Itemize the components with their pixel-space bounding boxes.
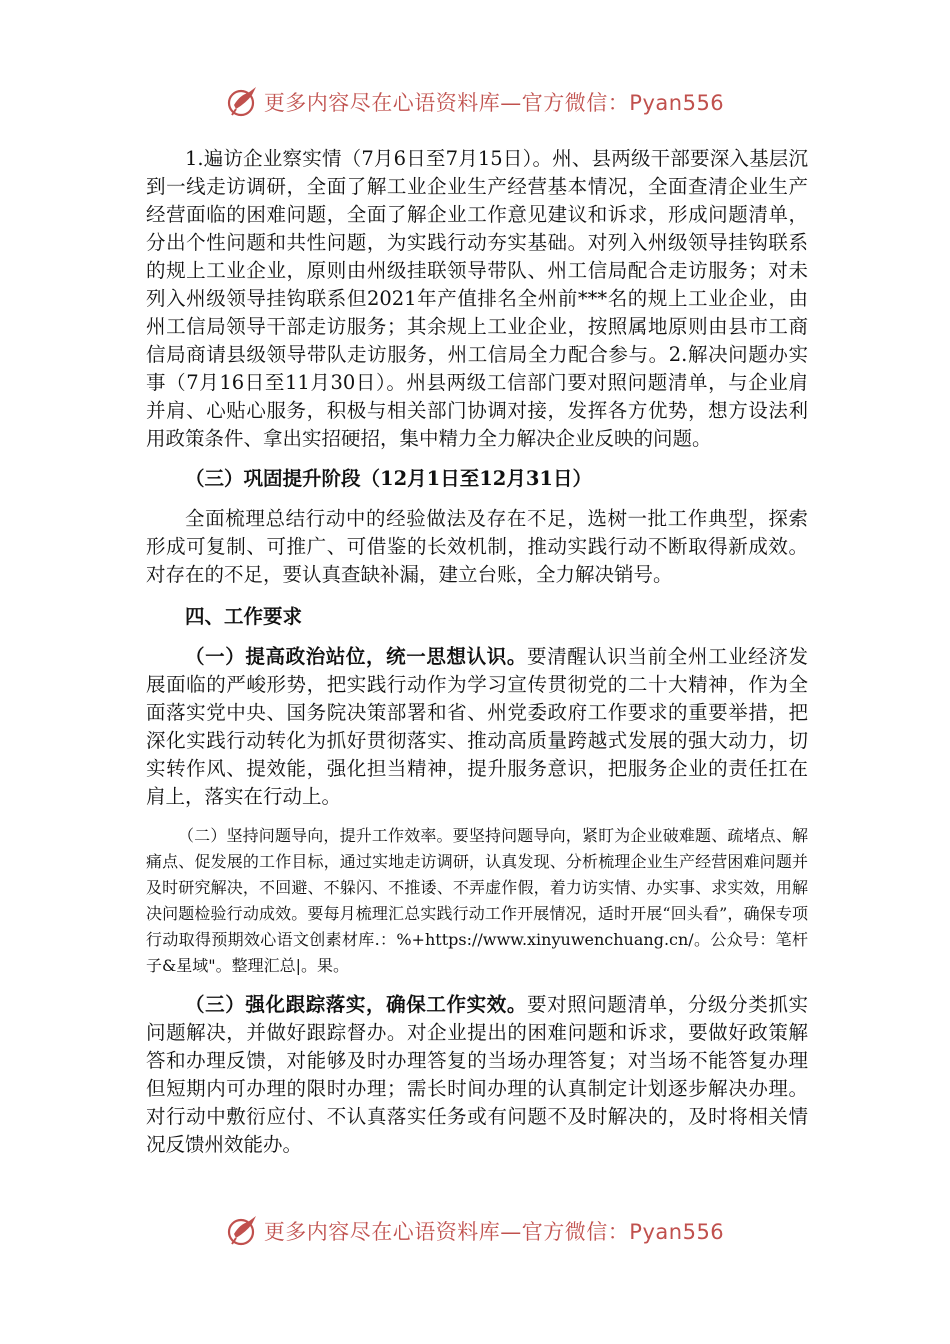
requirement-3-text: 要对照问题清单，分级分类抓实问题解决，并做好跟踪督办。对企业提出的困难问题和诉求，要做好政策解答和办理反馈，对能够及时办理答复的当场办理答复；对当场不能答复办理但短期内可办理的限时办理；需长时间办理的认真制定计划逐步解决办理。对行动中敷衍应付、不认真落实任务或有问题不及时解决的，及时将相关情况反馈州效能办。 [146, 993, 808, 1156]
footer-watermark-text: 更多内容尽在心语资料库—官方微信：Pyan556 [263, 1220, 725, 1244]
pen-logo-icon [226, 85, 260, 119]
step-paragraph: 1.遍访企业察实情（7月6日至7月15日）。州、县两级干部要深入基层沉到一线走访调研，全面了解工业企业生产经营基本情况，全面查清企业生产经营面临的困难问题，全面了解企业工作意见建议和诉求，形成问题清单，分出个性问题和共性问题，为实践行动夯实基础。对列入州级领导挂钩联系的规上工业企业，原则由州级挂联领导带队、州工信局配合走访服务；对未列入州级领导挂钩联系但2021年产值排名全州前***名的规上工业企业，由州工信局领导干部走访服务；其余规上工业企业，按照属地原则由县市工商信局商请县级领导带队走访服务，州工信局全力配合参与。2.解决问题办实事（7月16日至11月30日）。州县两级工信部门要对照问题清单，与企业肩并肩、心贴心服务，积极与相关部门协调对接，发挥各方优势，想方设法利用政策条件、拿出实招硬招，集中精力全力解决企业反映的问题。 [146, 147, 808, 450]
document-body [146, 145, 808, 1159]
requirement-2: （二）坚持问题导向，提升工作效率。要坚持问题导向，紧盯为企业破难题、疏堵点、解痛点、促发展的工作目标，通过实地走访调研，认真发现、分析梳理企业生产经营困难问题并及时研究解决，不回避、不躲闪、不推诿、不弄虚作假，着力访实情、办实事、求实效，用解决问题检验行动成效。要每月梳理汇总实践行动工作开展情况，适时开展“回头看”，确保专项行动取得预期效心语文创素材库.：%+https://www.xinyuwenchuang.cn/。公众号：笔杆子&星域"。整理汇总|。果。 [146, 826, 808, 975]
stage-paragraph: 全面梳理总结行动中的经验做法及存在不足，选树一批工作典型，探索形成可复制、可推广、可借鉴的长效机制，推动实践行动不断取得新成效。对存在的不足，要认真查缺补漏，建立台账，全力解决销号。 [146, 507, 808, 586]
requirement-1 [146, 643, 808, 811]
requirement-1-title: （一）提高政治站位，统一思想认识。 [185, 645, 527, 668]
pen-logo-icon [226, 1214, 260, 1248]
requirement-3-title: （三）强化跟踪落实，确保工作实效。 [185, 993, 527, 1016]
section-heading: 四、工作要求 [185, 605, 303, 628]
stage-heading: （三）巩固提升阶段（12月1日至12月31日） [185, 467, 592, 490]
header-watermark-text: 更多内容尽在心语资料库—官方微信：Pyan556 [263, 91, 725, 115]
header-watermark-banner [0, 82, 950, 122]
footer-watermark-banner [0, 1211, 950, 1251]
requirement-1-text: 要清醒认识当前全州工业经济发展面临的严峻形势，把实践行动作为学习宣传贯彻党的二十大精神，作为全面落实党中央、国务院决策部署和省、州党委政府工作要求的重要举措，把深化实践行动转化为抓好贯彻落实、推动高质量跨越式发展的强大动力，切实转作风、提效能，强化担当精神，提升服务意识，把服务企业的责任扛在肩上，落实在行动上。 [146, 645, 808, 808]
requirement-3 [146, 991, 808, 1159]
